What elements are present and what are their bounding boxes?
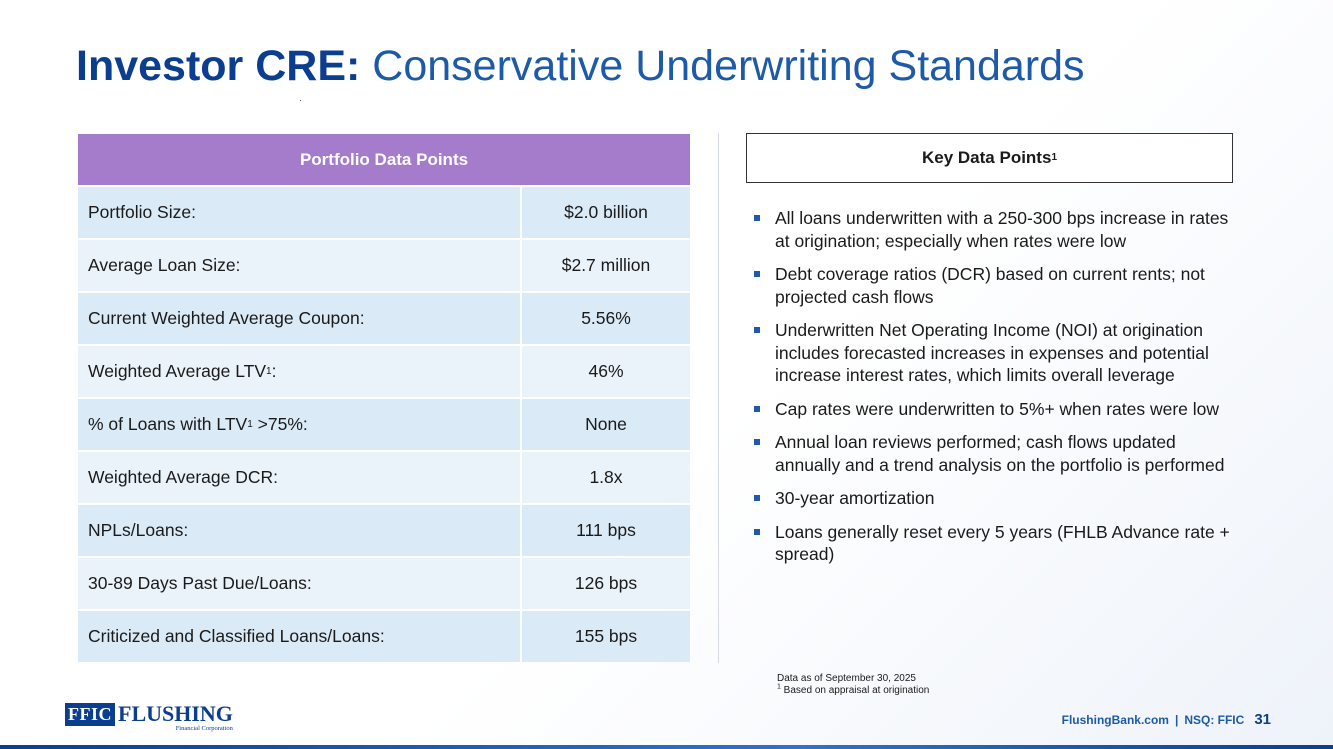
footnote-date: Data as of September 30, 2025 [777,673,916,684]
footer-info [1062,711,1271,728]
logo-ffic: FFIC [65,703,115,726]
logo-flushing: FLUSHING [118,701,233,726]
row-label: Current Weighted Average Coupon: [78,293,520,344]
bullet-text: Underwritten Net Operating Income (NOI) at origination includes forecasted increases in expenses and potential increase interest rates, which limits overall leverage [775,320,1209,385]
list-item [750,431,1240,476]
row-label: % of Loans with LTV 1 >75%: [78,399,520,450]
bullet-square-icon [754,215,760,221]
row-label: Portfolio Size: [78,187,520,238]
table-row [78,505,690,556]
bottom-accent-bar [0,745,1333,749]
row-label: Weighted Average LTV 1 : [78,346,520,397]
bullet-text: Annual loan reviews performed; cash flows updated annually and a trend analysis on the portfolio is performed [775,432,1225,475]
row-value: 5.56% [522,293,690,344]
column-divider [718,133,719,663]
bullet-square-icon [754,529,760,535]
row-value: None [522,399,690,450]
footnote-text: Based on appraisal at origination [780,685,930,696]
list-item [750,398,1240,421]
logo-name-block [118,703,233,732]
footer-site: FlushingBank.com [1061,712,1169,727]
row-value: $2.0 billion [522,187,690,238]
row-value: $2.7 million [522,240,690,291]
row-label-suffix: >75%: [252,414,308,434]
bullet-text: 30-year amortization [775,488,935,508]
title-rest: Conservative Underwriting Standards [372,42,1085,90]
row-value: 46% [522,346,690,397]
bullet-square-icon [754,439,760,445]
key-title: Key Data Points [922,148,1052,167]
table-row [78,611,690,662]
footer-ticker: NSQ: FFIC [1184,712,1245,727]
table-row [78,558,690,609]
list-item [750,487,1240,510]
list-item [750,263,1240,308]
bullet-square-icon [754,495,760,501]
list-item [750,521,1240,566]
table-row [78,399,690,450]
table-row [78,452,690,503]
bullet-text: Loans generally reset every 5 years (FHLB Advance rate + spread) [775,521,1230,564]
row-label: Average Loan Size: [78,240,520,291]
table-row [78,240,690,291]
table-row [78,187,690,238]
table-header: Portfolio Data Points [78,134,690,185]
logo-subtitle: Financial Corporation [175,725,233,732]
row-value: 155 bps [522,611,690,662]
bullet-square-icon [754,406,760,412]
bullet-text: Cap rates were underwritten to 5%+ when rates were low [775,398,1220,419]
list-item [750,207,1240,252]
row-label: 30-89 Days Past Due/Loans: [78,558,520,609]
list-item [750,319,1240,387]
row-value: 111 bps [522,505,690,556]
key-bullet-list [750,207,1240,577]
row-label: Criticized and Classified Loans/Loans: [78,611,520,662]
row-label: Weighted Average DCR: [78,452,520,503]
row-label-suffix: : [271,361,277,381]
table-row [78,346,690,397]
bullet-square-icon [754,327,760,333]
portfolio-table [78,134,690,664]
footnote-marker: 1 [777,683,781,691]
footnotes [777,673,929,697]
decorative-dot [300,100,301,101]
row-label: NPLs/Loans: [78,505,520,556]
bullet-text: Debt coverage ratios (DCR) based on current rents; not projected cash flows [775,264,1205,307]
bullet-text: All loans underwritten with a 250-300 bps increase in rates at origination; especially when rates were low [775,208,1229,251]
row-value: 126 bps [522,558,690,609]
row-value: 1.8x [522,452,690,503]
key-data-points-box: Key Data Points 1 [746,133,1233,183]
table-row [78,293,690,344]
page-title [76,42,1085,91]
table-body [78,187,690,662]
bullet-square-icon [754,271,760,277]
company-logo [65,703,233,732]
title-bold: Investor CRE: [76,42,361,90]
row-label-text: Weighted Average LTV [88,361,267,381]
footer-separator: | [1174,712,1179,727]
footnote-1 [777,685,929,697]
page-number: 31 [1254,711,1271,728]
row-label-text: % of Loans with LTV [88,414,248,434]
